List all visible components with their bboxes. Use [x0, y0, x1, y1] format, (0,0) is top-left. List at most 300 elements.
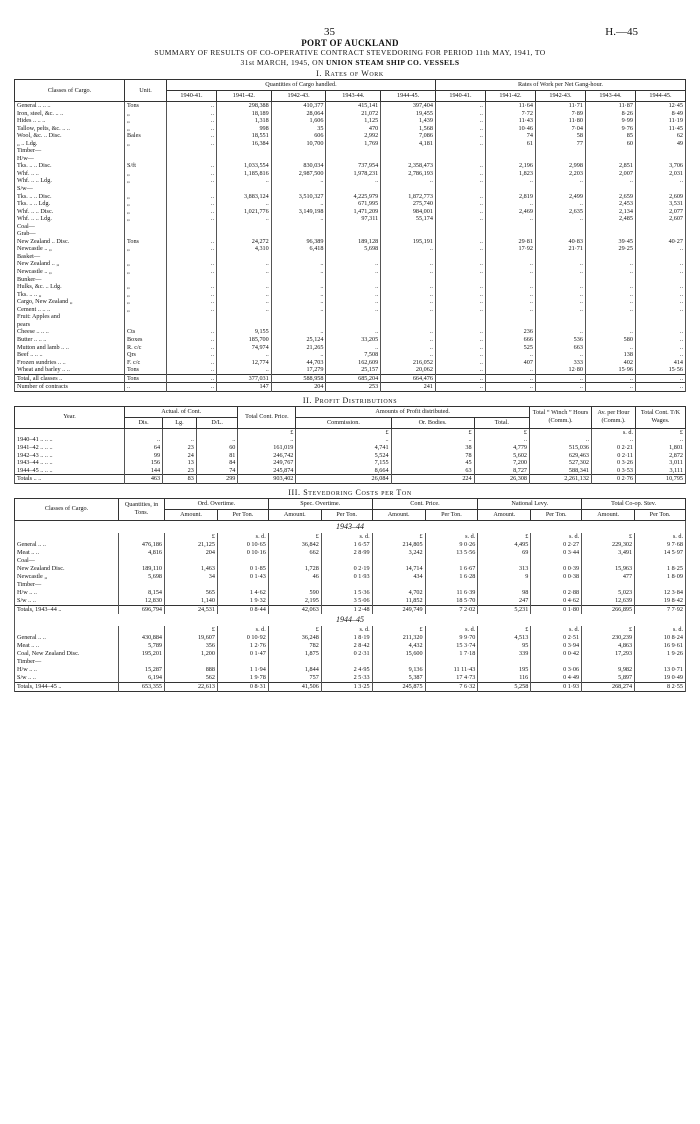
- table-cell: 7,155: [296, 459, 391, 467]
- table-row: [15, 650, 686, 658]
- table-cell: [271, 147, 326, 155]
- table-cell: 4,741: [296, 444, 391, 452]
- col-per-ton: Per Ton.: [425, 509, 478, 520]
- table-cell: 757: [268, 674, 321, 683]
- table-cell: 5,258: [478, 682, 531, 691]
- table-row: [15, 321, 686, 329]
- table-cell: 2,987,500: [271, 170, 326, 178]
- table-cell: ..: [435, 208, 485, 216]
- table-cell: 402: [585, 359, 635, 367]
- table-cell: 11,852: [372, 597, 425, 606]
- table-cell: [372, 581, 425, 589]
- table-cell: ..: [217, 283, 272, 291]
- table-cell: 34: [165, 573, 218, 581]
- table-cell: 81: [196, 452, 238, 460]
- table-cell: ..: [326, 177, 381, 185]
- table-cell: 1,875: [268, 650, 321, 658]
- table-cell: 1 2·76: [217, 642, 268, 650]
- table-cell: ..: [535, 268, 585, 276]
- table-cell: ..: [381, 245, 436, 253]
- table-row: [15, 125, 686, 133]
- units-row: [15, 626, 686, 634]
- table-cell: s. d.: [217, 626, 268, 634]
- table-cell: ..: [485, 351, 535, 359]
- table-cell: 9 9·70: [425, 634, 478, 642]
- unit-label: £: [474, 428, 529, 436]
- table-cell: 19 0·49: [635, 674, 686, 683]
- table-cell: ..: [585, 306, 635, 314]
- table-cell: 7,086: [381, 132, 436, 140]
- table-cell: 41,506: [268, 682, 321, 691]
- table-cell: 7·04: [535, 125, 585, 133]
- table-cell: [381, 223, 436, 231]
- table-cell: 18,551: [217, 132, 272, 140]
- year-header: 1940-41.: [167, 91, 217, 102]
- table-cell: ..: [535, 215, 585, 223]
- table-row: [15, 597, 686, 606]
- table-cell: [381, 253, 436, 261]
- table-cell: ..: [635, 283, 685, 291]
- table-cell: ..: [435, 383, 485, 392]
- table-cell: ..: [485, 383, 535, 392]
- table-cell: ..: [585, 328, 635, 336]
- table-row: [15, 549, 686, 557]
- table-cell: 55,174: [381, 215, 436, 223]
- table-cell: 0 8·31: [217, 682, 268, 691]
- table-cell: „: [125, 200, 167, 208]
- table-cell: ..: [381, 306, 436, 314]
- table-cell: 0 0·38: [531, 573, 582, 581]
- table-row: [15, 291, 686, 299]
- table-cell: ..: [435, 359, 485, 367]
- col-spec-overtime: Spec. Overtime.: [268, 498, 372, 509]
- unit-label: £: [238, 428, 296, 436]
- table-cell: ..: [196, 436, 238, 444]
- table-cell: 1940–41 .. .. ..: [15, 436, 125, 444]
- table-cell: „: [125, 208, 167, 216]
- table-cell: 40·83: [535, 238, 585, 246]
- table-cell: 476,186: [119, 541, 165, 549]
- table-cell: ..: [474, 436, 529, 444]
- table-cell: ..: [271, 298, 326, 306]
- table-cell: [381, 147, 436, 155]
- table-cell: 204: [271, 383, 326, 392]
- table-cell: ..: [167, 162, 217, 170]
- table-cell: ..: [485, 215, 535, 223]
- table-cell: 15·96: [585, 366, 635, 374]
- table-cell: 8,727: [474, 467, 529, 475]
- table-cell: ..: [435, 374, 485, 383]
- table-cell: [425, 581, 478, 589]
- table-cell: 21,125: [165, 541, 218, 549]
- table-cell: 275,740: [381, 200, 436, 208]
- table-cell: ..: [167, 193, 217, 201]
- table-cell: [268, 581, 321, 589]
- table-row: [15, 452, 686, 460]
- unit-label: £: [296, 428, 391, 436]
- table-cell: 17 4·73: [425, 674, 478, 683]
- table-cell: 36,842: [268, 541, 321, 549]
- table-cell: 9: [478, 573, 531, 581]
- table-cell: ..: [635, 260, 685, 268]
- table-cell: ..: [167, 366, 217, 374]
- table-cell: ..: [326, 328, 381, 336]
- table-cell: [635, 557, 686, 565]
- table-cell: [535, 223, 585, 231]
- table-cell: ..: [435, 215, 485, 223]
- col-classes: Classes of Cargo.: [15, 80, 125, 102]
- table-cell: [271, 230, 326, 238]
- table-cell: ..: [167, 359, 217, 367]
- table-cell: 12 3·84: [635, 589, 686, 597]
- table-cell: 1,439: [381, 117, 436, 125]
- table-cell: 0 8·44: [217, 605, 268, 614]
- page-number: 35: [324, 26, 335, 38]
- table-cell: [119, 626, 165, 634]
- table-cell: [435, 230, 485, 238]
- table-cell: [326, 313, 381, 321]
- table-cell: ..: [217, 177, 272, 185]
- year-header: 1943-44.: [326, 91, 381, 102]
- table-cell: 4,310: [217, 245, 272, 253]
- table-cell: ..: [435, 283, 485, 291]
- table-cell: [485, 155, 535, 163]
- table-cell: [217, 230, 272, 238]
- col-year: Year.: [15, 406, 125, 428]
- table-cell: 1 8·09: [635, 573, 686, 581]
- table-cell: ..: [167, 306, 217, 314]
- table-cell: [585, 223, 635, 231]
- table-cell: „: [125, 193, 167, 201]
- table-cell: Tons: [125, 374, 167, 383]
- table-cell: 95: [478, 642, 531, 650]
- table-cell: ..: [381, 298, 436, 306]
- table-cell: 2,609: [635, 193, 685, 201]
- table-cell: Tallow, pelts, &c. .. ..: [15, 125, 125, 133]
- table-cell: [326, 147, 381, 155]
- table-cell: 266,895: [582, 605, 635, 614]
- table-cell: ..: [485, 200, 535, 208]
- table-cell: [125, 230, 167, 238]
- col-qty-tons: Quantities, in Tons.: [119, 498, 165, 520]
- unit-label: s. d.: [592, 428, 636, 436]
- table-cell: 42,063: [268, 605, 321, 614]
- table-cell: 0 1·80: [531, 605, 582, 614]
- table-cell: 666: [485, 336, 535, 344]
- table-cell: [271, 321, 326, 329]
- table-row: [15, 132, 686, 140]
- table-cell: ..: [435, 351, 485, 359]
- table-cell: 195: [478, 666, 531, 674]
- unit-label: £: [636, 428, 686, 436]
- table-cell: 1 1·94: [217, 666, 268, 674]
- section-2-title: II. Profit Distributions: [302, 395, 398, 405]
- table-cell: ..: [435, 193, 485, 201]
- table-cell: 1 7·18: [425, 650, 478, 658]
- table-row: [15, 351, 686, 359]
- table-cell: ..: [635, 351, 685, 359]
- table-cell: 249,767: [238, 459, 296, 467]
- table-cell: 98: [478, 589, 531, 597]
- col-rates: Rates of Work per Net Gang-hour.: [435, 80, 685, 91]
- table-cell: General .. ..: [15, 541, 119, 549]
- table-cell: [435, 253, 485, 261]
- table-cell: 189,110: [119, 565, 165, 573]
- table-row: [15, 177, 686, 185]
- table-cell: 377,031: [217, 374, 272, 383]
- table-cell: [585, 147, 635, 155]
- table-cell: „: [125, 177, 167, 185]
- table-cell: 7·89: [535, 110, 585, 118]
- col-amount: Amount.: [268, 509, 321, 520]
- table-cell: 7 6·32: [425, 682, 478, 691]
- table-cell: ..: [435, 117, 485, 125]
- table-cell: 5,698: [119, 573, 165, 581]
- unit-label: £: [391, 428, 474, 436]
- table-cell: 17,293: [582, 650, 635, 658]
- table-cell: 2,196: [485, 162, 535, 170]
- table-cell: Bunker—: [15, 276, 125, 284]
- table-cell: s. d.: [635, 533, 686, 541]
- table-cell: ..: [435, 245, 485, 253]
- table-row: [15, 573, 686, 581]
- table-cell: 2,203: [535, 170, 585, 178]
- total-row: [15, 374, 686, 383]
- col-amount: Amount.: [372, 509, 425, 520]
- table-cell: s. d.: [425, 626, 478, 634]
- table-cell: [167, 223, 217, 231]
- table-cell: 9,136: [372, 666, 425, 674]
- table-cell: ..: [326, 306, 381, 314]
- col-quantities: Quantities of Cargo handled.: [167, 80, 436, 91]
- table-cell: 685,204: [326, 374, 381, 383]
- table-cell: 2,134: [585, 208, 635, 216]
- table-cell: 60: [585, 140, 635, 148]
- table-cell: ..: [635, 306, 685, 314]
- table-cell: 1,823: [485, 170, 535, 178]
- table-cell: 2 8·42: [321, 642, 372, 650]
- table-cell: ..: [326, 283, 381, 291]
- table-cell: 19,607: [165, 634, 218, 642]
- table-row: [15, 336, 686, 344]
- table-cell: ..: [217, 351, 272, 359]
- table-cell: 46: [268, 573, 321, 581]
- table-cell: 4,779: [474, 444, 529, 452]
- table-row: [15, 155, 686, 163]
- table-cell: [125, 313, 167, 321]
- subtitle-line-2a: 31st MARCH, 1945, ON: [240, 58, 327, 67]
- table-cell: ..: [125, 436, 163, 444]
- table-cell: 1,606: [271, 117, 326, 125]
- col-lg: Lg.: [163, 417, 197, 428]
- table-cell: ..: [585, 374, 635, 383]
- table-cell: ..: [635, 344, 685, 352]
- table-cell: 9·99: [585, 117, 635, 125]
- table-cell: 247: [478, 597, 531, 606]
- table-cell: [635, 230, 685, 238]
- table-cell: 903,402: [238, 475, 296, 484]
- table-cell: [531, 658, 582, 666]
- table-cell: 1,568: [381, 125, 436, 133]
- table-cell: [15, 626, 119, 634]
- col-dl: D/L.: [196, 417, 238, 428]
- table-cell: 5,023: [582, 589, 635, 597]
- table-cell: 161,019: [238, 444, 296, 452]
- table-cell: ..: [535, 374, 585, 383]
- col-per-ton: Per Ton.: [321, 509, 372, 520]
- table-cell: ..: [635, 383, 685, 392]
- table-cell: [485, 185, 535, 193]
- table-cell: 11·19: [635, 117, 685, 125]
- table-cell: [217, 557, 268, 565]
- table-cell: „: [125, 291, 167, 299]
- col-amount: Amount.: [478, 509, 531, 520]
- table-cell: 12,830: [119, 597, 165, 606]
- table-row: [15, 283, 686, 291]
- table-cell: [326, 321, 381, 329]
- table-cell: £: [372, 533, 425, 541]
- table-cell: [635, 185, 685, 193]
- group-heading: [15, 614, 686, 626]
- table-cell: ..: [167, 328, 217, 336]
- table-cell: 0 10·92: [217, 634, 268, 642]
- subtitle-line-2: [14, 58, 686, 68]
- table-cell: 77: [535, 140, 585, 148]
- table-cell: 1 9·32: [217, 597, 268, 606]
- table-cell: 20,062: [381, 366, 436, 374]
- table-cell: 2,007: [585, 170, 635, 178]
- table-cell: [326, 155, 381, 163]
- table-row: [15, 102, 686, 110]
- table-cell: Coal, New Zealand Disc.: [15, 650, 119, 658]
- table-cell: ..: [326, 268, 381, 276]
- page-reference: H.—45: [605, 26, 638, 38]
- table-cell: 339: [478, 650, 531, 658]
- table-cell: 2 8·99: [321, 549, 372, 557]
- table-cell: Wheat and barley .. ..: [15, 366, 125, 374]
- table-cell: Tks. .. .. Disc.: [15, 162, 125, 170]
- table-cell: [381, 230, 436, 238]
- table-row: [15, 634, 686, 642]
- table-cell: 1,463: [165, 565, 218, 573]
- table-cell: Timber—: [15, 581, 119, 589]
- table-cell: ..: [535, 283, 585, 291]
- table-cell: 1 4·62: [217, 589, 268, 597]
- table-cell: 1,769: [326, 140, 381, 148]
- table-cell: 21,265: [271, 344, 326, 352]
- table-row: [15, 557, 686, 565]
- table-cell: 2,872: [636, 452, 686, 460]
- table-cell: [372, 557, 425, 565]
- table-cell: [535, 155, 585, 163]
- table-cell: [585, 185, 635, 193]
- table-cell: 5,231: [478, 605, 531, 614]
- col-winch-hours: Total “ Winch ” Hours (Comm.).: [530, 406, 592, 428]
- table-cell: Tons: [125, 102, 167, 110]
- table-cell: Totals .. ..: [15, 475, 125, 484]
- page-header: [14, 10, 686, 36]
- table-row: [15, 260, 686, 268]
- units-row: [15, 533, 686, 541]
- table-cell: 229,302: [582, 541, 635, 549]
- table-cell: 39·45: [585, 238, 635, 246]
- total-row: [15, 682, 686, 691]
- table-cell: ..: [167, 351, 217, 359]
- table-cell: 12·80: [535, 366, 585, 374]
- table-cell: ..: [435, 306, 485, 314]
- table-cell: [425, 658, 478, 666]
- table-cell: 3,149,198: [271, 208, 326, 216]
- table-cell: ..: [485, 366, 535, 374]
- table-cell: Totals, 1943–44 ..: [15, 605, 119, 614]
- table-cell: 984,001: [381, 208, 436, 216]
- table-cell: ..: [485, 291, 535, 299]
- table-cell: £: [582, 533, 635, 541]
- table-cell: 4,513: [478, 634, 531, 642]
- table-cell: [217, 313, 272, 321]
- table-cell: [125, 253, 167, 261]
- table-cell: [585, 276, 635, 284]
- table-cell: [119, 658, 165, 666]
- table-cell: [635, 658, 686, 666]
- table-cell: [167, 147, 217, 155]
- table-cell: ..: [435, 110, 485, 118]
- table-cell: 671,995: [326, 200, 381, 208]
- table-cell: [635, 313, 685, 321]
- table-cell: 565: [165, 589, 218, 597]
- table-cell: 26,308: [474, 475, 529, 484]
- table-cell: 525: [485, 344, 535, 352]
- year-header: 1941-42.: [217, 91, 272, 102]
- table-cell: 21·71: [535, 245, 585, 253]
- table-cell: 4,702: [372, 589, 425, 597]
- table-row: [15, 276, 686, 284]
- table-cell: 1,318: [217, 117, 272, 125]
- table-cell: ..: [635, 298, 685, 306]
- table-cell: ..: [435, 125, 485, 133]
- table-cell: [326, 230, 381, 238]
- table-cell: 14,714: [372, 565, 425, 573]
- table-cell: [585, 321, 635, 329]
- table-cell: [119, 533, 165, 541]
- table-cell: 216,052: [381, 359, 436, 367]
- table-cell: 189,128: [326, 238, 381, 246]
- table-cell: ..: [167, 260, 217, 268]
- table-cell: 590: [268, 589, 321, 597]
- table-cell: 156: [125, 459, 163, 467]
- table-cell: Timber—: [15, 658, 119, 666]
- table-cell: 588,341: [530, 467, 592, 475]
- table-cell: New Zealand .. Disc.: [15, 238, 125, 246]
- table-cell: 3,491: [582, 549, 635, 557]
- table-cell: ..: [585, 177, 635, 185]
- table-cell: ..: [167, 125, 217, 133]
- table-cell: Cargo, New Zealand „: [15, 298, 125, 306]
- table-cell: 0 10·65: [217, 541, 268, 549]
- table-cell: 1 6·57: [321, 541, 372, 549]
- table-cell: 18 5·70: [425, 597, 478, 606]
- table-row: [15, 444, 686, 452]
- table-cell: 6,418: [271, 245, 326, 253]
- table-cell: 2,077: [635, 208, 685, 216]
- table-row: [15, 223, 686, 231]
- table-cell: 2,851: [585, 162, 635, 170]
- table-cell: ..: [485, 374, 535, 383]
- table-cell: [268, 557, 321, 565]
- table-cell: [217, 147, 272, 155]
- table-cell: [326, 223, 381, 231]
- table-cell: [635, 147, 685, 155]
